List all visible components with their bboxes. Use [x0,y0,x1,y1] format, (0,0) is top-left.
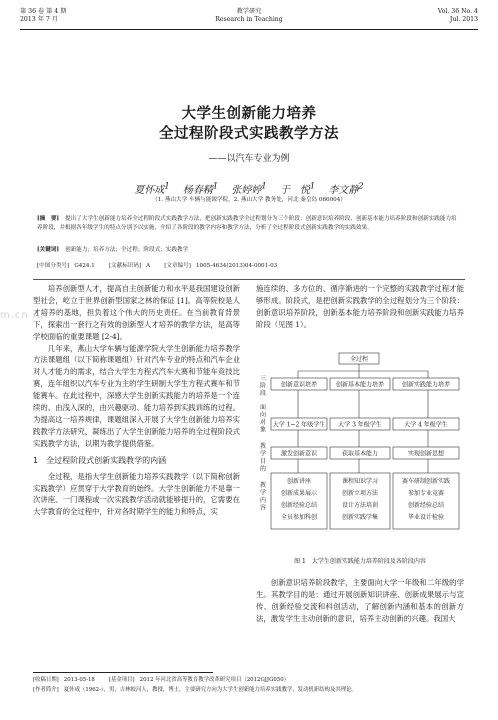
journal-en: Research in Teaching [215,16,283,23]
fig-goal-2: 获取基本能力 [341,450,379,458]
fig-goal-1: 激发创新意识 [280,450,318,458]
author: 李文静$^2$ [328,181,364,197]
fig-content-2-3: 设计方法培训 [341,502,379,509]
classification-row [37,261,461,269]
title-line-1: 大学生创新能力培养 [181,106,317,122]
date-en: Jul. 2013 [449,16,478,23]
doc-code: [文献标识码] A [108,263,151,269]
fig-content-3-3: 创新经验总结 [407,502,445,509]
body-column-left [33,283,240,518]
fig-stage-2: 创新基本能力培养 [335,381,385,389]
fig-content-1-2: 创新成果展示 [280,490,318,497]
figure-caption: 图 1 大学生创新实践能力培养阶段及各阶段内容 [294,558,426,565]
paragraph: 几年来，燕山大学车辆与能源学院大学生创新能力培养教学方法课题组（以下简称课题组）针对汽车专业的特点和汽车企业对人才能力的需求，结合大学生方程式汽车大赛和节能车竞技比赛，连年组织以汽车专业为主的学生研制大学生方程式赛车和节能赛车。在此过程中，深感大学生创新实践能力的培养是一个连续的、由浅入深的，由兴趣驱动、能力培养到实践训练的过程。为提高这一培养规律，课题组深入开展了大学生创新能力培养实践教学方法研究，凝练出了大学生创新能力培养的全过程阶段式实践教学方法，以期为教学提供借鉴。 [33,343,240,448]
watermark: m.cn All [0,310,49,321]
fig-content-1-1: 创新讲座 [286,478,312,485]
fig-side-goals: 教学目的 [259,443,267,473]
keywords-text: 创新能力；培养方法；全过程；阶段式；实践教学 [65,247,189,253]
author: 张婷婷$^1$ [231,181,267,197]
body-column-right-top [256,283,464,331]
abstract [37,215,461,233]
fig-content-2-4: 创新实践学集 [341,514,379,521]
fig-content-3-4: 毕业设计检验 [407,514,445,521]
keywords-label: [关键词] [37,247,60,253]
header-rule [20,29,478,30]
date-cn: 2013 年 7 月 [20,16,58,23]
fig-target-2: 大学 3 年级学生 [338,421,382,429]
fig-side-contents: 教学内容 [259,482,267,512]
volume-cn: 第 36 卷 第 4 期 [20,8,67,15]
footnote-received: [收稿日期] 2013-05-18 [基金项目] 2012 年河北省高等教育教学改革研究项目（2012GJJG050） [33,677,290,683]
abstract-divider [33,279,465,280]
paper-subtitle: ——以汽车专业为例 [208,154,290,164]
journal-cn: 教学研究 [236,8,262,15]
volume-en: Vol. 36 No. 4 [437,8,478,15]
author: 夏怀成$^1$ [134,181,170,197]
article-number: [文章编号] 1005-4634(2013)04-0001-03 [164,263,278,269]
fig-content-2-1: 课程知识学习 [341,478,379,485]
keywords [37,246,461,255]
footnote-author: [作者简介] 夏怀成（1962-），男，吉林蛟河人，教授，博士，主要研究方向为大学生创新能力培养实践教学、发动机新结构及其理论。 [33,687,357,693]
section-heading: 1 全过程阶段式创新实践教学的内涵 [33,455,167,465]
fig-content-1-4: 全员参加科创 [280,514,318,521]
footnote-rule [33,672,213,673]
abstract-label: [摘 要] [37,216,60,222]
fig-target-3: 大学 4 年级学生 [404,421,448,429]
flowchart [256,349,464,553]
fig-side-stages: 三阶段 [259,375,267,397]
fig-top-label: 全过程 [349,356,369,363]
fig-content-1-3: 创新经验总结 [280,502,318,509]
fig-side-targets: 面向对象 [259,404,267,434]
author: 于 悦$^1$ [279,181,316,197]
fig-stage-1: 创新意识培养 [280,381,318,389]
paper-title [0,104,498,144]
paragraph: 创新意识培养阶段教学，主要面向大学一年级和二年级的学生。其教学目的是：通过开展创新知识讲座、创新成果展示与宣传、创新经验交流和科创活动，了解创新内涵和基本的创新方法，激发学生主动创新的意识，培养主动创新的兴趣。我国大 [256,578,464,623]
paragraph: 培养创新型人才，提高自主创新能力和水平是我国建设创新型社会，屹立于世界创新型国家之林的保证 [1]。高等院校是人才培养的基地，担负着这个伟大的历史责任。在当前教育背景下，探索出一套行之有效的创新型人才培养的教学方法，是高等学校面临的重要课题 [2-4]。 [33,284,240,341]
fig-goal-3: 实现创新思想 [407,450,445,458]
running-header [20,8,478,34]
fig-content-3-1: 赛车研制创新实践 [401,478,451,485]
paragraph: 全过程，是指大学生创新能力培养实践教学（以下简称创新实践教学）应贯穿于大学教育的始终。大学生创新能力不是靠一次讲座、一门课程或一次实践教学活动就能够提升的，它需要在大学教育的全过程中，针对各时期学生的能力和特点，实 [33,471,240,517]
figure-1 [256,349,464,553]
fig-target-1: 大学 1~2 年级学生 [272,421,326,429]
fig-stage-3: 创新实践能力培养 [401,381,451,389]
header-right [438,8,478,24]
affiliation: （1. 燕山大学 车辆与能源学院，2. 燕山大学 教务处，河北 秦皇岛 066004） [152,197,346,203]
body-column-right-bottom [256,577,464,625]
header-center [20,8,478,24]
clc: [中图分类号] G424.1 [37,263,95,269]
fig-content-3-2: 参加专业竞赛 [407,490,445,497]
abstract-text: 提出了大学生创新能力培养全过程阶段式实践教学方法，把创新实践教学全过程划分为三个阶段：创新意识培养阶段，创新基本能力培养阶段和创新实践能力培养阶段，并根据各年级学生的特点分别予以实施，介绍了各阶段的教学内容和教学方法，分析了全过程阶段式创新实践教学的实践效果。 [37,216,457,231]
title-line-2: 全过程阶段式实践教学方法 [159,126,339,142]
author: 杨春精$^1$ [182,181,219,197]
paragraph: 施连续的、多方位的、循序渐进的一个完整的实践教学过程才能够形成。阶段式，是把创新实践教学的全过程划分为三个阶段：创新意识培养阶段，创新基本能力培养阶段和创新实践能力培养阶段（见图 1）。 [256,284,464,329]
fig-content-2-2: 创新立项方法 [341,490,379,497]
